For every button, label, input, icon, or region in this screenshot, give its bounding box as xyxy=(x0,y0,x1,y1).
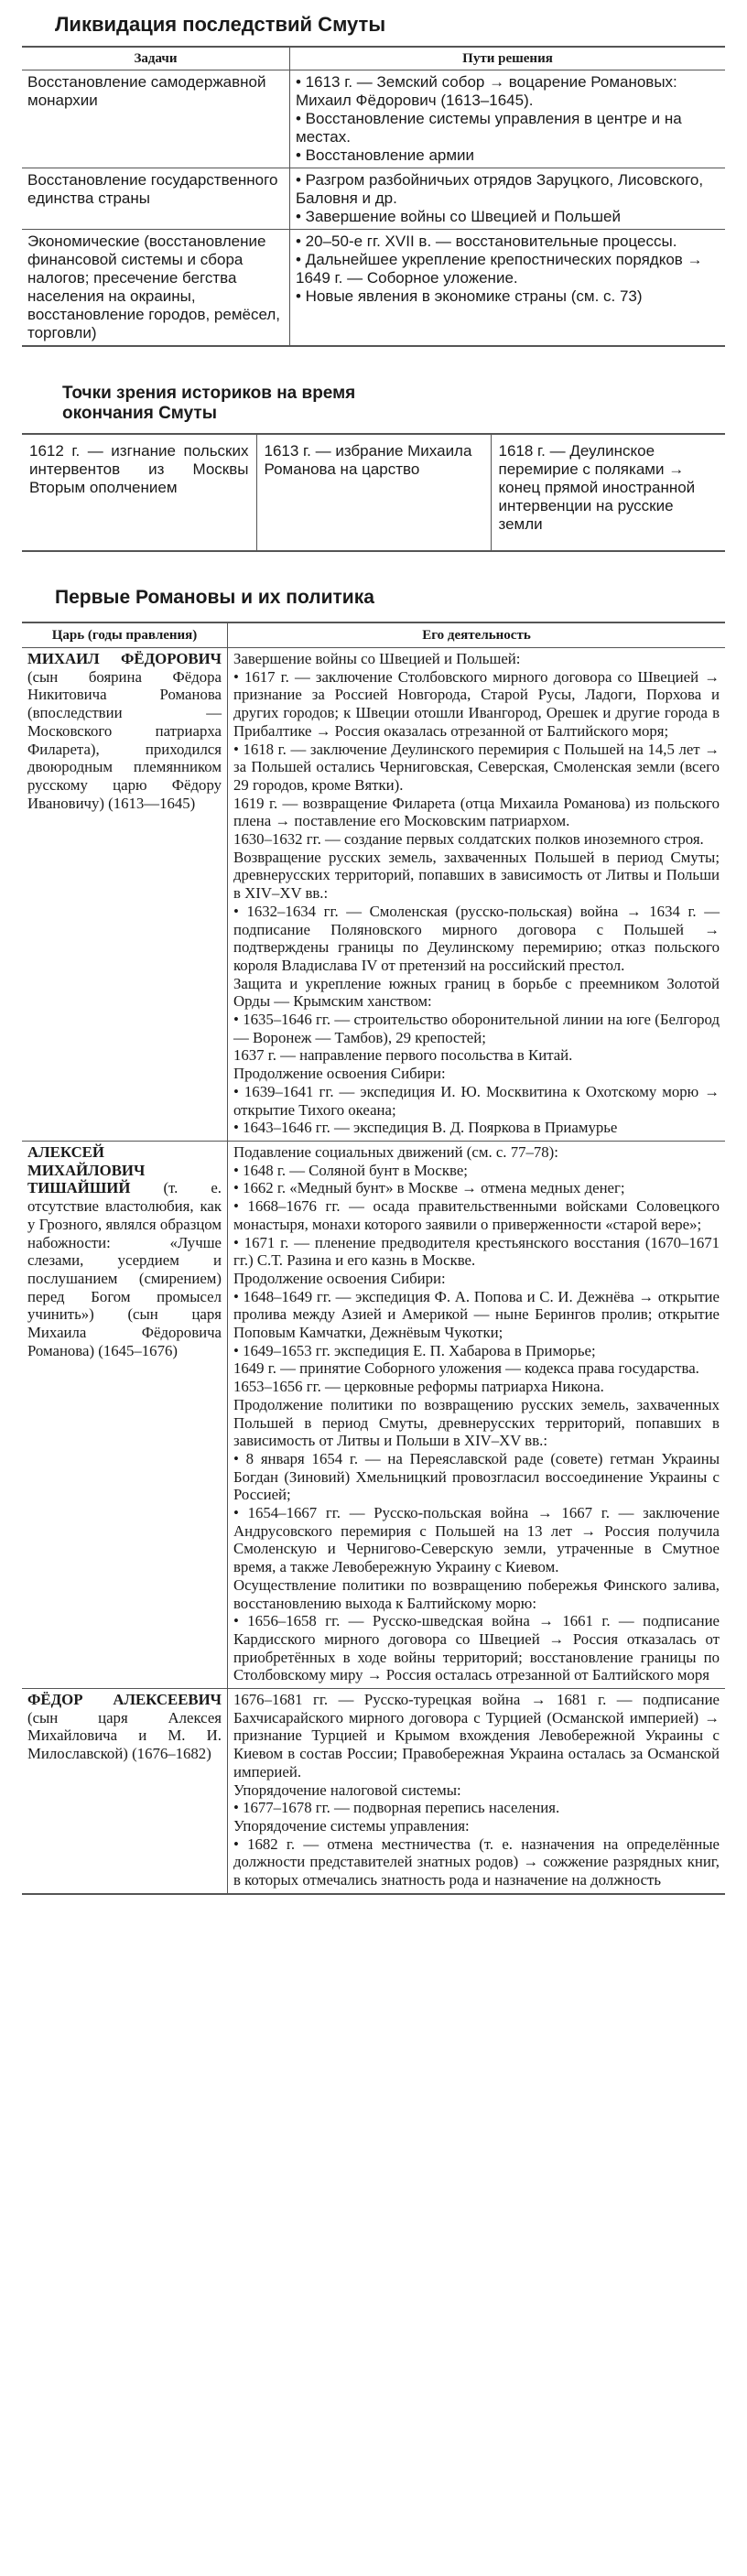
activity-item: • 1668–1676 гг. — осада правительственными войсками Соловецкого монастыря, монахи которого заявили о приверженности «старой вере»; xyxy=(233,1197,720,1233)
task-cell: Восстановление самодержавной монархии xyxy=(22,70,290,168)
activity-item: 1619 г. — возвращение Филарета (отца Михаила Романова) из польского плена → поставление его Московским патриархом. xyxy=(233,794,720,830)
table-row xyxy=(22,230,725,347)
table-row xyxy=(22,70,725,168)
task-cell: Экономические (восстановление финансовой системы и сбора налогов; пресечение бегства населения на окраины, восстановление городов, ремёсел, торговли) xyxy=(22,230,290,347)
activity-item: 1630–1632 гг. — создание первых солдатских полков иноземного строя. xyxy=(233,830,704,849)
activity-item: Подавление социальных движений (см. с. 77–78): xyxy=(233,1142,558,1161)
section-title-smuta: Ликвидация последствий Смуты xyxy=(55,13,386,36)
task-cell: Восстановление государственного единства страны xyxy=(22,168,290,230)
table-row xyxy=(22,1141,725,1688)
solutions-cell xyxy=(290,70,726,168)
activity-item: Упорядочение налоговой системы: xyxy=(233,1780,461,1799)
activity-item: 1676–1681 гг. — Русско-турецкая война → 1681 г. — подписание Бахчисарайского мирного договора с Турцией (Османской империей) → признание Турцией и Крымом вхождения Левобережной Украины с Киевом в состав России; Правобережная Украина осталась за Османской империей. xyxy=(233,1691,720,1780)
section-title-historians: Точки зрения историков на время окончания Смуты xyxy=(62,384,356,423)
table-first-romanovs xyxy=(22,622,725,1895)
table-header-row xyxy=(22,47,725,70)
solution-item: • 20–50-е гг. XVII в. — восстановительные процессы. xyxy=(296,233,677,250)
activity-item: Продолжение политики по возвращению русских земель, захваченных Польшей в период Смуты, древнерусских территорий, попавших в зависимость от Литвы и Польши в XIV–XV вв.: xyxy=(233,1395,720,1450)
view-box: 1612 г. — изгнание польских интервентов из Москвы Вторым ополчением xyxy=(29,442,249,496)
table-historian-views xyxy=(22,433,725,552)
solution-item: • Восстановление армии xyxy=(296,146,475,164)
solution-item: • Завершение войны со Швецией и Польшей xyxy=(296,208,621,225)
solution-item: • Новые явления в экономике страны (см. с. 73) xyxy=(296,287,643,305)
solution-item: • Дальнейшее укрепление крепостнических порядков → 1649 г. — Соборное уложение. xyxy=(296,251,703,287)
table-row xyxy=(22,168,725,230)
activity-item: 1653–1656 гг. — церковные реформы патриарха Никона. xyxy=(233,1378,604,1396)
activity-item: • 1648 г. — Соляной бунт в Москве; xyxy=(233,1161,468,1179)
activity-item: • 1677–1678 гг. — подворная перепись населения. xyxy=(233,1799,560,1817)
tsar-name: АЛЕКСЕЙ МИХАЙЛОВИЧ ТИШАЙШИЙ xyxy=(27,1142,146,1197)
view-box: 1613 г. — избрание Михаила Романова на царство xyxy=(256,434,491,551)
activity-item: Возвращение русских земель, захваченных Польшей в период Смуты; древнерусских территорий, попавших в зависимость от Литвы и Польши в XIV–XV вв.: xyxy=(233,848,720,903)
activity-item: • 8 января 1654 г. — на Переяславской раде (совете) гетман Украины Богдан (Зиновий) Хмельницкий провозгласил воссоединение Украины с Россией; xyxy=(233,1449,720,1504)
table-row xyxy=(22,434,725,551)
activity-item: • 1682 г. — отмена местничества (т. е. назначения на определённые должности представителей знатных родов) → сожжение разрядных книг, в которых отмечались знатность рода и назначение на должность xyxy=(233,1835,720,1889)
activity-item: • 1649–1653 гг. экспедиция Е. П. Хабарова в Приморье; xyxy=(233,1341,596,1359)
column-header-solutions: Пути решения xyxy=(290,47,726,70)
tsar-name: МИХАИЛ ФЁДОРОВИЧ xyxy=(27,650,222,667)
activity-item: • 1671 г. — пленение предводителя крестьянского восстания (1670–1671 гг.) С.Т. Разина и его казнь в Москве. xyxy=(233,1233,720,1270)
activity-item: Осуществление политики по возвращению побережья Финского залива, восстановлению выхода к Балтийскому морю: xyxy=(233,1575,720,1612)
table-header-row xyxy=(22,622,725,648)
romanov-table-body xyxy=(22,648,725,1894)
solutions-cell xyxy=(290,168,726,230)
column-header-tsar: Царь (годы правления) xyxy=(22,622,228,648)
activity-item: • 1617 г. — заключение Столбовского мирного договора со Швецией → признание за Россией Новгорода, Старой Русы, Ладоги, Порхова и других городов; к Швеции отошли Ивангород, Орешек и другие города в Прибалтике → Россия оказалась отрезанной от Балтийского моря; xyxy=(233,667,720,740)
activity-item: Защита и укрепление южных границ в борьбе с преемником Золотой Орды — Крымским ханством: xyxy=(233,974,720,1011)
solution-item: • Разгром разбойничьих отрядов Заруцкого, Лисовского, Баловня и др. xyxy=(296,171,704,207)
activity-item: 1649 г. — принятие Соборного уложения — кодекса права государства. xyxy=(233,1359,699,1378)
tsar-info: (т. е. отсутствие властолюбия, как у Грозного, являлся образцом набожности: «Лучше слезами, усердием и послушанием (смирением) перед Богом промысел учинить») (сын царя Михаила Фёдоровича Романова) (1645–1676) xyxy=(27,1179,222,1359)
activity-item: • 1639–1641 гг. — экспедиция И. Ю. Москвитина к Охотскому морю → открытие Тихого океана; xyxy=(233,1082,720,1119)
activity-item: 1637 г. — направление первого посольства в Китай. xyxy=(233,1046,573,1065)
tsar-name: ФЁДОР АЛЕКСЕЕВИЧ xyxy=(27,1691,222,1709)
tsar-info: (сын боярина Фёдора Никитовича Романова (впоследствии — Московского патриарха Филарета), приходился двоюродным племянником русскому царю Фёдору Ивановичу) (1613—1645) xyxy=(27,667,222,812)
column-header-tasks: Задачи xyxy=(22,47,290,70)
tsar-cell xyxy=(22,648,228,1142)
solutions-cell xyxy=(290,230,726,347)
activity-item: • 1635–1646 гг. — строительство оборонительной линии на юге (Белгород — Воронеж — Тамбов), 29 крепостей; xyxy=(233,1011,720,1046)
table-row xyxy=(22,1689,725,1894)
activity-item: • 1656–1658 гг. — Русско-шведская война → 1661 г. — подписание Кардисского мирного договора со Швецией → Россия отказалась от приобретённых в ходе войны территорий; восстановление границы по Столбовскому миру → Россия осталась отрезанной от Балтийского моря xyxy=(233,1612,720,1684)
activity-item: Продолжение освоения Сибири: xyxy=(233,1065,446,1083)
activity-item: • 1618 г. — заключение Деулинского перемирия с Польшей на 14,5 лет → за Польшей остались Черниговская, Северская, Смоленская земли (всего 29 городов, кроме Вятки). xyxy=(233,740,720,794)
tsar-info: (сын царя Алексея Михайловича и М. И. Милославской) (1676–1682) xyxy=(27,1708,222,1763)
activity-item: • 1643–1646 гг. — экспедиция В. Д. Пояркова в Приамурье xyxy=(233,1119,618,1137)
solution-item: • Восстановление системы управления в центре и на местах. xyxy=(296,110,682,146)
activity-item: Завершение войны со Швецией и Польшей: xyxy=(233,650,521,667)
column-header-activity: Его деятельность xyxy=(228,622,726,648)
activity-item: Упорядочение системы управления: xyxy=(233,1817,470,1835)
tsar-cell xyxy=(22,1141,228,1688)
activity-item: • 1632–1634 гг. — Смоленская (русско-польская) война → 1634 г. — подписание Поляновского мирного договора с Польшей → подтверждены границы по Деулинскому перемирию; отказ польского короля Владислава IV от претензий на российский престол. xyxy=(233,902,720,974)
activity-item: • 1662 г. «Медный бунт» в Москве → отмена медных денег; xyxy=(233,1179,625,1197)
solution-item: • 1613 г. — Земский собор → воцарение Романовых: Михаил Фёдорович (1613–1645). xyxy=(296,73,677,109)
activity-cell xyxy=(228,1141,726,1688)
activity-cell xyxy=(228,1689,726,1894)
table-row xyxy=(22,648,725,1142)
activity-item: • 1654–1667 гг. — Русско-польская война → 1667 г. — заключение Андрусовского перемирия с Польшей на 13 лет → Россия получила Смоленскую и Чернигово-Северскую земли, утраченные в Смутное время, а также Левобережную Украину с Киевом. xyxy=(233,1504,720,1576)
section-title-romanovs: Первые Романовы и их политика xyxy=(55,587,374,608)
activity-cell xyxy=(228,648,726,1142)
table-smuta-liquidation xyxy=(22,46,725,347)
activity-item: Продолжение освоения Сибири: xyxy=(233,1269,446,1287)
view-box: 1618 г. — Деулинское перемирие с поляками → конец прямой иностранной интервенции на русские земли xyxy=(498,442,696,533)
tsar-cell xyxy=(22,1689,228,1894)
activity-item: • 1648–1649 гг. — экспедиция Ф. А. Попова и С. И. Дежнёва → открытие пролива между Азией и Америкой — ныне Берингов пролив; открытие Поповым Камчатки, Дежнёвым Чукотки; xyxy=(233,1287,720,1342)
